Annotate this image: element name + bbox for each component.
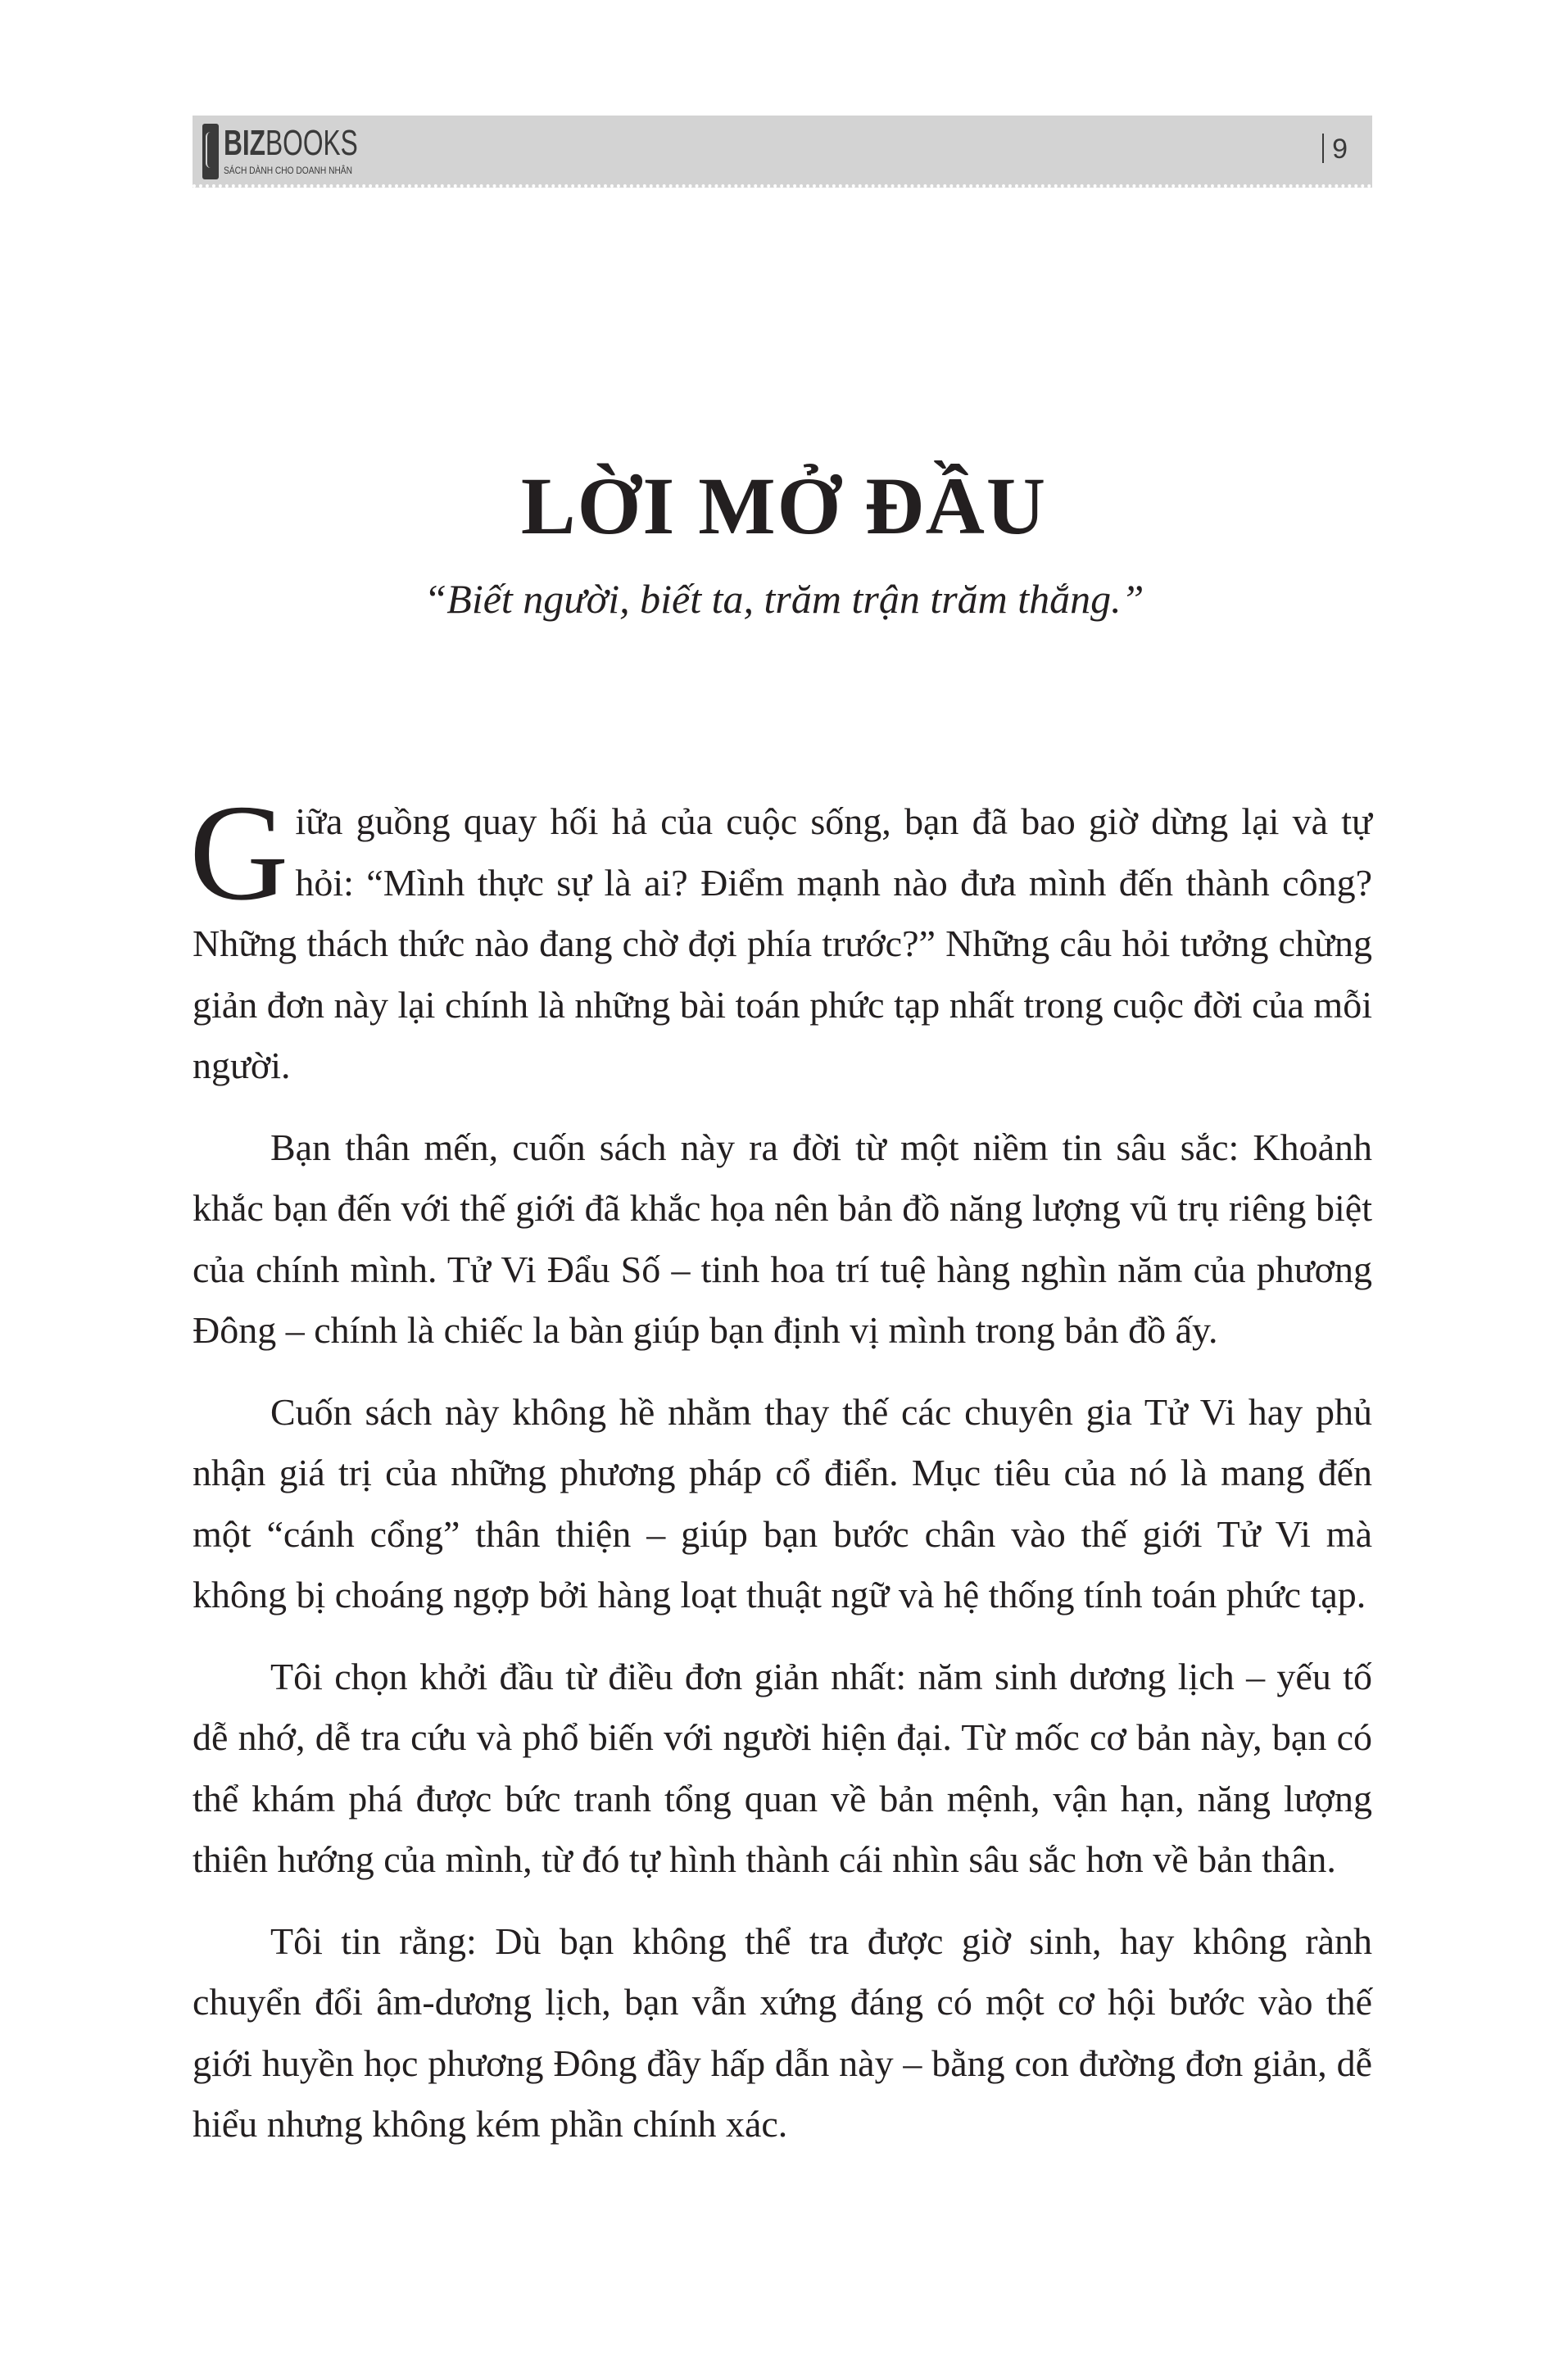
paragraph: Bạn thân mến, cuốn sách này ra đời từ một niềm tin sâu sắc: Khoảnh khắc bạn đến với thế giới đã khắc họa nên bản đồ năng lượng vũ trụ riêng biệt của chính mình. Tử Vi Đẩu Số – tinh hoa trí tuệ hàng nghìn năm của phương Đông – chính là chiếc la bàn giúp bạn định vị mình trong bản đồ ấy. [193,1126,1372,1351]
logo-tagline: SÁCH DÀNH CHO DOANH NHÂN [224,165,352,176]
chapter-title: LỜI MỞ ĐẦU [520,460,1048,551]
logo-emblem-icon [202,124,219,179]
drop-cap: G [189,777,289,929]
running-header [193,116,1372,188]
paragraph: Cuốn sách này không hề nhằm thay thế các chuyên gia Tử Vi hay phủ nhận giá trị của những phương pháp cổ điển. Mục tiêu của nó là mang đến một “cánh cổng” thân thiện – giúp bạn bước chân vào thế giới Tử Vi mà không bị choáng ngợp bởi hàng loạt thuật ngữ và hệ thống tính toán phức tạp. [193,1390,1372,1616]
separator [1322,134,1324,163]
paragraph: Tôi tin rằng: Dù bạn không thể tra được giờ sinh, hay không rành chuyển đổi âm-dương lịch, bạn vẫn xứng đáng có một cơ hội bước vào thế giới huyền học phương Đông đầy hấp dẫn này – bằng con đường đơn giản, dễ hiểu nhưng không kém phần chính xác. [193,1919,1372,2145]
logo-wordmark: BIZBOOKS [224,123,358,163]
epigraph: “Biết người, biết ta, trăm trận trăm thắng.” [424,576,1144,622]
paragraph: Tôi chọn khởi đầu từ điều đơn giản nhất: năm sinh dương lịch – yếu tố dễ nhớ, dễ tra cứu và phổ biến với người hiện đại. Từ mốc cơ bản này, bạn có thể khám phá được bức tranh tổng quan về bản mệnh, vận hạn, năng lượng thiên hướng của mình, từ đó tự hình thành cái nhìn sâu sắc hơn về bản thân. [193,1655,1372,1880]
page-number: 9 [1322,134,1348,165]
paragraph: Giữa guồng quay hối hả của cuộc sống, bạn đã bao giờ dừng lại và tự hỏi: “Mình thực sự là ai? Điểm mạnh nào đưa mình đến thành công? Những thách thức nào đang chờ đợi phía trước?” Những câu hỏi tưởng chừng giản đơn này lại chính là những bài toán phức tạp nhất trong cuộc đời của mỗi người. [189,777,1372,1086]
bizbooks-logo [202,124,410,179]
body-text [189,777,1372,2176]
